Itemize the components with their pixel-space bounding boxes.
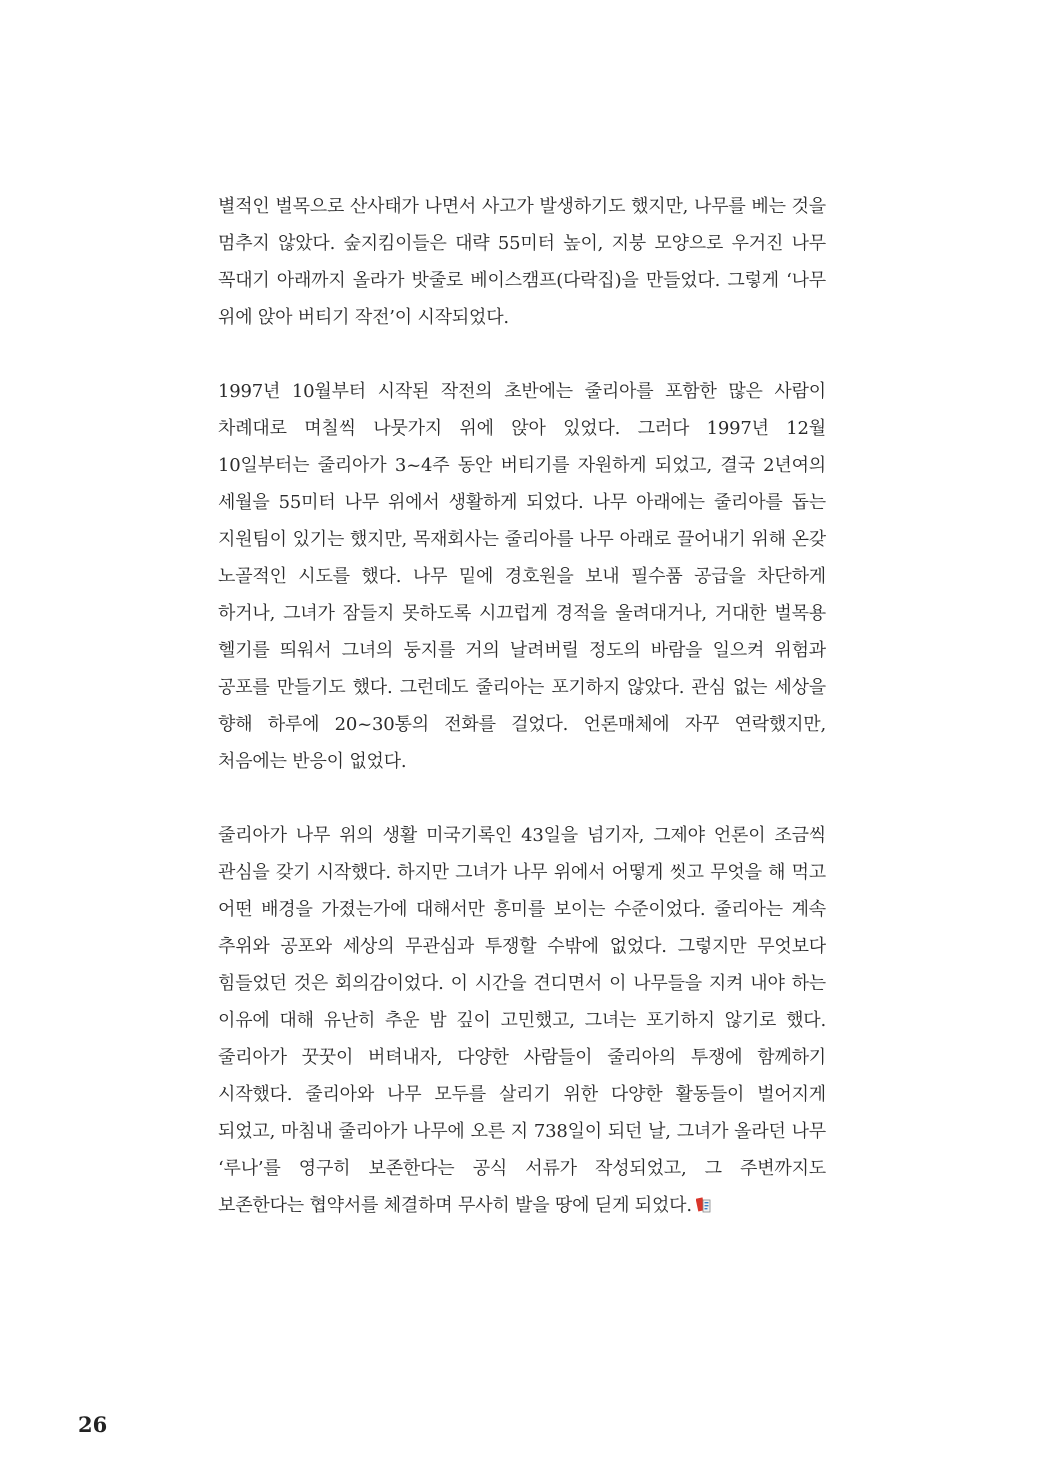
- article-body: [218, 188, 826, 1224]
- paragraph-3: [218, 817, 826, 1224]
- paragraph-2-text: 1997년 10월부터 시작된 작전의 초반에는 줄리아를 포함한 많은 사람이 차례대로 며칠씩 나뭇가지 위에 앉아 있었다. 그러다 1997년 12월 10일부터는 줄리아가 3~4주 동안 버티기를 자원하게 되었고, 결국 2년여의 세월을 55미터 나무 위에서 생활하게 되었다. 나무 아래에는 줄리아를 돕는 지원팀이 있기는 했지만, 목재회사는 줄리아를 나무 아래로 끌어내기 위해 온갖 노골적인 시도를 했다. 나무 밑에 경호원을 보내 필수품 공급을 차단하게 하거나, 그녀가 잠들지 못하도록 시끄럽게 경적을 울려대거나, 거대한 벌목용 헬기를 띄워서 그녀의 둥지를 거의 날려버릴 정도의 바람을 일으켜 위험과 공포를 만들기도 했다. 그런데도 줄리아는 포기하지 않았다. 관심 없는 세상을 향해 하루에 20~30통의 전화를 걸었다. 언론매체에 자꾸 연락했지만, 처음에는 반응이 없었다.: [218, 381, 826, 772]
- paragraph-2: [218, 373, 826, 780]
- paragraph-1: 별적인 벌목으로 산사태가 나면서 사고가 발생하기도 했지만, 나무를 베는 것을 멈추지 않았다. 숲지킴이들은 대략 55미터 높이, 지붕 모양으로 우거진 나무 꼭대기 아래까지 올라가 밧줄로 베이스캠프(다락집)을 만들었다. 그렇게 ‘나무 위에 앉아 버티기 작전’이 시작되었다.: [218, 196, 826, 328]
- page-number: 26: [78, 1412, 108, 1437]
- paragraph-3-text: 줄리아가 나무 위의 생활 미국기록인 43일을 넘기자, 그제야 언론이 조금씩 관심을 갖기 시작했다. 하지만 그녀가 나무 위에서 어떻게 씻고 무엇을 해 먹고 어떤 배경을 가졌는가에 대해서만 흥미를 보이는 수준이었다. 줄리아는 계속 추위와 공포와 세상의 무관심과 투쟁할 수밖에 없었다. 그렇지만 무엇보다 힘들었던 것은 회의감이었다. 이 시간을 견디면서 이 나무들을 지켜 내야 하는 이유에 대해 유난히 추운 밤 깊이 고민했고, 그녀는 포기하지 않기로 했다. 줄리아가 꿋꿋이 버텨내자, 다양한 사람들이 줄리아의 투쟁에 함께하기 시작했다. 줄리아와 나무 모두를 살리기 위한 다양한 활동들이 벌어지게 되었고, 마침내 줄리아가 나무에 오른 지 738일이 되던 날, 그녀가 올라던 나무 ‘루나’를 영구히 보존한다는 공식 서류가 작성되었고, 그 주변까지도 보존한다는 협약서를 체결하며 무사히 발을 땅에 딛게 되었다.: [218, 825, 826, 1216]
- book-end-mark-icon: [696, 1190, 712, 1208]
